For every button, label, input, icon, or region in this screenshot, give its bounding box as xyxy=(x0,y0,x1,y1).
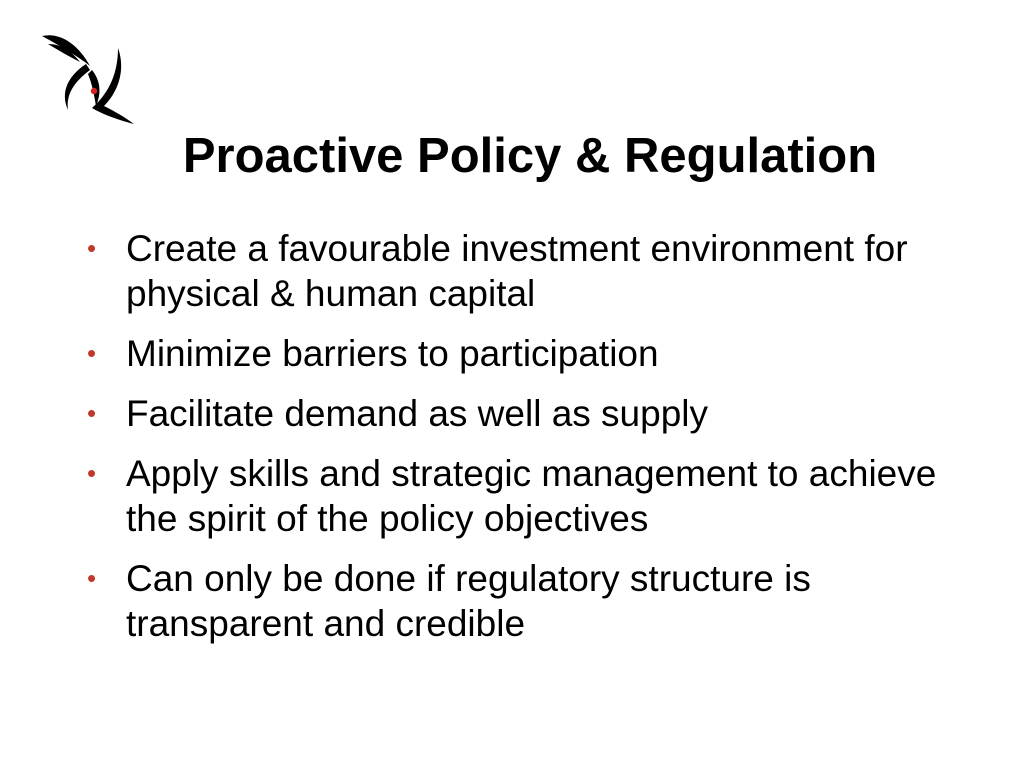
bullet-text: Apply skills and strategic management to achieve the spirit of the policy objectives xyxy=(126,453,937,539)
bullet-text: Minimize barriers to participation xyxy=(126,333,659,374)
bullet-dot-icon: • xyxy=(87,233,97,263)
bullet-text: Facilitate demand as well as supply xyxy=(126,393,709,434)
list-item xyxy=(84,556,984,646)
slide-title: Proactive Policy & Regulation xyxy=(182,129,878,183)
bullet-dot-icon: • xyxy=(87,338,97,368)
list-item xyxy=(84,451,984,541)
bullet-dot-icon: • xyxy=(87,458,97,488)
bullet-text: Can only be done if regulatory structure is transparent and credible xyxy=(126,558,811,644)
bird-logo-icon xyxy=(38,30,138,130)
list-item xyxy=(84,391,984,436)
list-item xyxy=(84,331,984,376)
bullet-dot-icon: • xyxy=(87,398,97,428)
bullet-dot-icon: • xyxy=(87,563,97,593)
list-item xyxy=(84,226,984,316)
bullet-text: Create a favourable investment environment for physical & human capital xyxy=(126,228,908,314)
bullet-list xyxy=(84,226,984,661)
